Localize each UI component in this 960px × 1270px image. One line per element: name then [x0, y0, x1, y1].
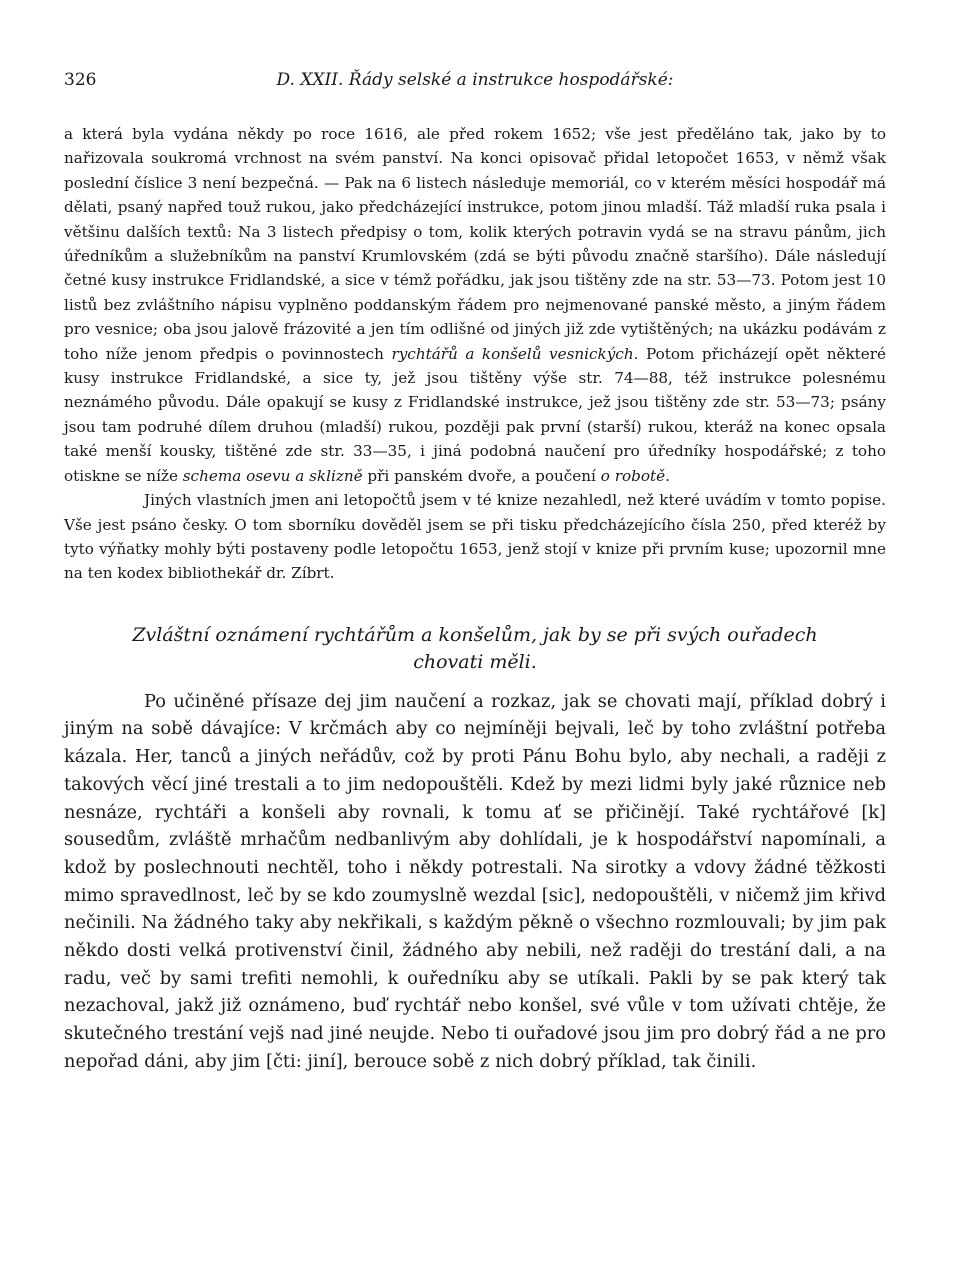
intro-paragraph-1: a která byla vydána někdy po roce 1616, ale před rokem 1652; vše jest předěláno tak, jako by to nařizovala soukromá vrchnost na svém panství. Na konci opisovač přidal letopočet 1653, v němž však poslední číslice 3 není bezpečná. — Pak na 6 listech následuje memoriál, co v kterém měsíci hospodář má dělati, psaný napřed touž rukou, jako předcházející instrukce, potom jinou mladší. Táž mladší ruka psala i většinu dalších textů: Na 3 listech předpisy o tom, kolik kterých potravin vydá se na stravu pánům, jich úředníkům a služebníkům na panství Krumlovském (zdá se býti původu značně staršího). Dále následují četné kusy instrukce Fridlandské, a sice v témž pořádku, jak jsou tištěny zde na str. 53—73. Potom jest 10 listů bez zvláštního nápisu vyplněno poddanským řádem pro nejmenované panské město, a jiným řádem pro vesnice; oba jsou jalově frázovité a jen tím odlišné od jiných již zde vytištěných; na ukázku podávám z toho níže jenom předpis o povinnostech rychtářů a konšelů vesnických. Potom přicházejí opět některé kusy instrukce Fridlandské, a sice ty, jež jsou tištěny výše str. 74—88, též instrukce polesnému neznámého původu. Dále opakují se kusy z Fridlandské instrukce, jež jsou tištěny zde str. 53—73; psány jsou tam podruhé dílem druhou (mladší) rukou, později pak první (starší) rukou, kteráž na konec opsala také menší kousky, tištěné zde str. 33—35, i jiná podobná naučení pro úředníky hospodářské; z toho otiskne se níže schema osevu a sklizně při panském dvoře, a poučení o robotě. — [64, 125, 886, 485]
section-paragraph: Po učiněné přísaze dej jim naučení a rozkaz, jak se chovati mají, příklad dobrý i jiným na sobě dávajíce: V krčmách aby co nejmíněji bejvali, leč by toho zvláštní potřeba kázala. Her, tanců a jiných neřádův, což by proti Pánu Bohu bylo, aby nechali, a raději z takových věcí jiné trestali a to jim nedopouštěli. Kdež by mezi lidmi byly jaké různice neb nesnáze, rychtáři a konšeli aby rovnali, k tomu ať se přičinějí. Také rychtářové [k] sousedům, zvláště mrhačům nedbanlivým aby dohlídali, je k hospodářství napomínali, a kdož by poslechnouti nechtěl, toho i někdy potrestali. Na sirotky a vdovy žádné těžkosti mimo spravedlnost, leč by se kdo zoumyslně wezdal [sic], nedopouštěli, v ničemž jim křivd nečinili. Na žádného taky aby nekřikali, s každým pěkně o všechno rozmlouvali; by jim pak někdo dosti velká protivenství činil, žádného aby nebili, než raději do trestání dali, a na radu, več by sami trefiti nemohli, k ouředníku aby se utíkali. Pakli by se pak který tak nezachoval, jakž již oznámeno, buď rychtář nebo konšel, své vůle v tom užívati chtěje, že skutečného trestání vejš nad jiné neujde. Nebo ti ouřadové jsou jim pro dobrý řád a ne pro nepořad dáni, aby jim [čti: jiní], berouce sobě z nich dobrý příklad, tak činili. — [64, 690, 886, 1072]
intro-paragraph-2: Jiných vlastních jmen ani letopočtů jsem v té knize nezahledl, než které uvádím v tomto popise. Vše jest psáno česky. O tom sborníku dověděl jsem se při tisku předcházejícího čísla 250, před kteréž by tyto výňatky mohly býti postaveny podle letopočtu 1653, jenž stojí v knize při prvním kuse; upozornil mne na ten kodex bibliothekář dr. Zíbrt. — [64, 491, 886, 583]
section-body — [64, 688, 886, 1076]
section-title — [64, 622, 886, 676]
emphasis-robote: o robotě — [600, 466, 666, 485]
section-title-line-2: chovati měli. — [413, 650, 537, 673]
section-title-line-1: Zvláštní oznámení rychtářům a konšelům, jak by se při svých ouřadech — [132, 623, 818, 646]
emphasis-schema: schema osevu a sklizně — [182, 466, 363, 485]
document-page — [64, 70, 886, 1076]
page-number: 326 — [64, 70, 97, 90]
emphasis-rychtaru: rychtářů a konšelů vesnických — [391, 344, 634, 363]
page-header — [64, 70, 886, 100]
intro-text — [64, 122, 886, 586]
running-title: D. XXII. Řády selské a instrukce hospodářské: — [276, 70, 674, 90]
